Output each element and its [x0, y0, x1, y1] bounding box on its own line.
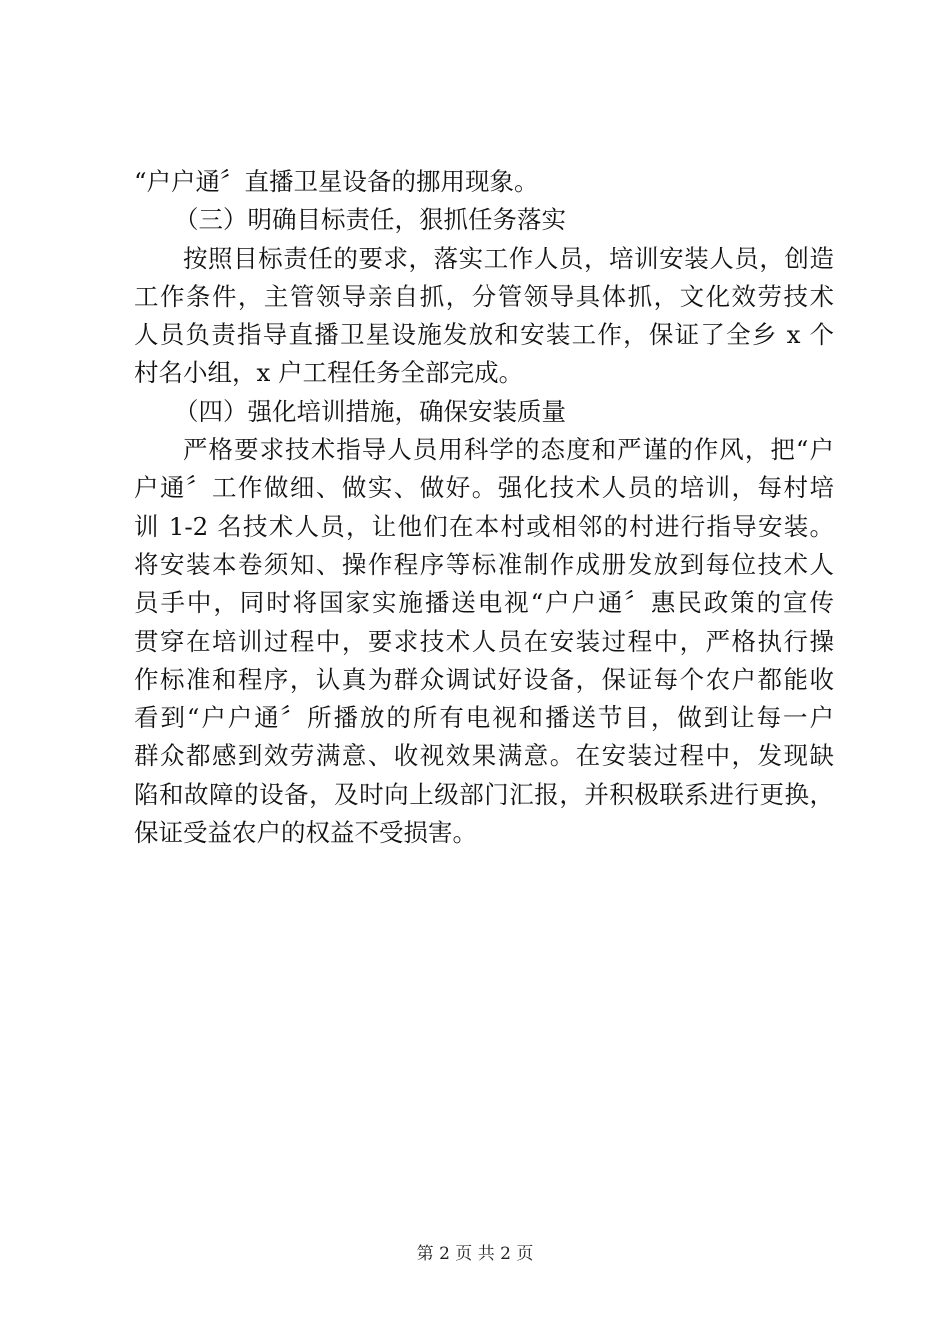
text-line: 户通〞工作做细、做实、做好。强化技术人员的培训，每村培 — [134, 473, 834, 503]
section-heading-3: （三）明确目标责任，狠抓任务落实 — [174, 205, 566, 235]
text-line: 严格要求技术指导人员用科学的态度和严谨的作风，把“户 — [183, 435, 834, 465]
text-line: “户户通〞直播卫星设备的挪用现象。 — [134, 167, 539, 196]
text-line: 按照目标责任的要求，落实工作人员，培训安装人员，创造 — [183, 243, 834, 273]
text-line: 员手中，同时将国家实施播送电视“户户通〞惠民政策的宣传 — [134, 588, 834, 618]
body-text — [134, 163, 834, 852]
text-line: 训 1-2 名技术人员，让他们在本村或相邻的村进行指导安装。 — [134, 511, 834, 541]
page-footer: 第 2 页 共 2 页 — [416, 1244, 534, 1264]
text-line: 陷和故障的设备，及时向上级部门汇报，并积极联系进行更换， — [134, 779, 834, 809]
text-line: 将安装本卷须知、操作程序等标准制作成册发放到每位技术人 — [134, 549, 834, 579]
text-line: 保证受益农户的权益不受损害。 — [134, 818, 477, 848]
text-line: 工作条件，主管领导亲自抓，分管领导具体抓，文化效劳技术 — [134, 281, 834, 311]
text-line: 村名小组，x 户工程任务全部完成。 — [134, 358, 524, 388]
text-line: 人员负责指导直播卫星设施发放和安装工作，保证了全乡 x 个 — [134, 320, 834, 350]
section-heading-4: （四）强化培训措施，确保安装质量 — [174, 396, 566, 426]
text-line: 贯穿在培训过程中，要求技术人员在安装过程中，严格执行操 — [134, 626, 834, 656]
text-line: 看到“户户通〞所播放的所有电视和播送节目，做到让每一户 — [134, 703, 834, 733]
text-line: 群众都感到效劳满意、收视效果满意。在安装过程中，发现缺 — [134, 741, 834, 771]
text-line: 作标准和程序，认真为群众调试好设备，保证每个农户都能收 — [134, 664, 834, 694]
